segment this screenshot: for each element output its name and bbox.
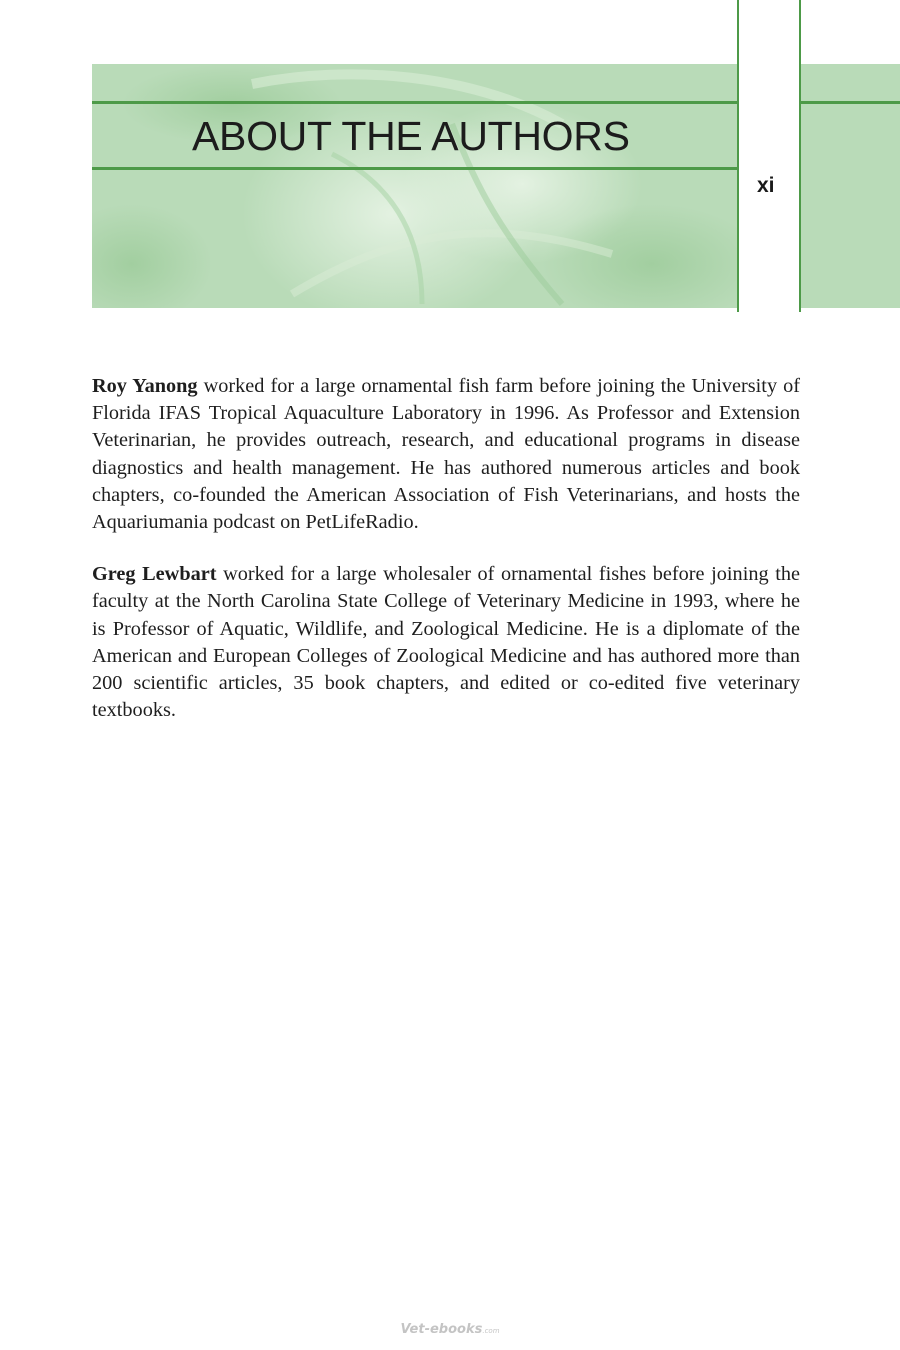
header-rule-bottom (92, 167, 738, 170)
watermark-domain: .com (482, 1327, 500, 1335)
bio-roy-yanong (92, 373, 800, 536)
watermark (0, 1322, 900, 1337)
vertical-rule-right (799, 0, 801, 312)
bio-text: worked for a large ornamental fish farm before joining the University of Florida IFAS Tropical Aquaculture Laboratory in 1996. As Professor and Extension Veterinarian, he provides outreach, research, and educational programs in disease diagnostics and health management. He has authored numerous articles and book chapters, co-founded the American Association of Fish Veterinarians, and hosts the Aquariumania podcast on PetLifeRadio. (92, 375, 800, 534)
author-name: Greg Lewbart (92, 563, 217, 586)
author-bios (92, 373, 800, 749)
page-number: xi (757, 174, 775, 197)
vertical-rule-left (737, 0, 739, 312)
header-rule-top (92, 101, 738, 104)
page-title: ABOUT THE AUTHORS (192, 113, 630, 159)
author-name: Roy Yanong (92, 375, 198, 397)
watermark-name: Vet-ebooks (400, 1322, 483, 1337)
side-tab-rule (801, 101, 900, 104)
bio-greg-lewbart (92, 561, 800, 724)
bio-text: worked for a large wholesaler of ornamental fishes before joining the faculty at the North Carolina State College of Veterinary Medicine in 1993, where he is Professor of Aquatic, Wildlife, and Zoological Medicine. He is a diplomate of the American and European Colleges of Zoological Medicine and has authored more than 200 scientific articles, 35 book chapters, and edited or co-edited five veterinary textbooks. (92, 563, 800, 722)
